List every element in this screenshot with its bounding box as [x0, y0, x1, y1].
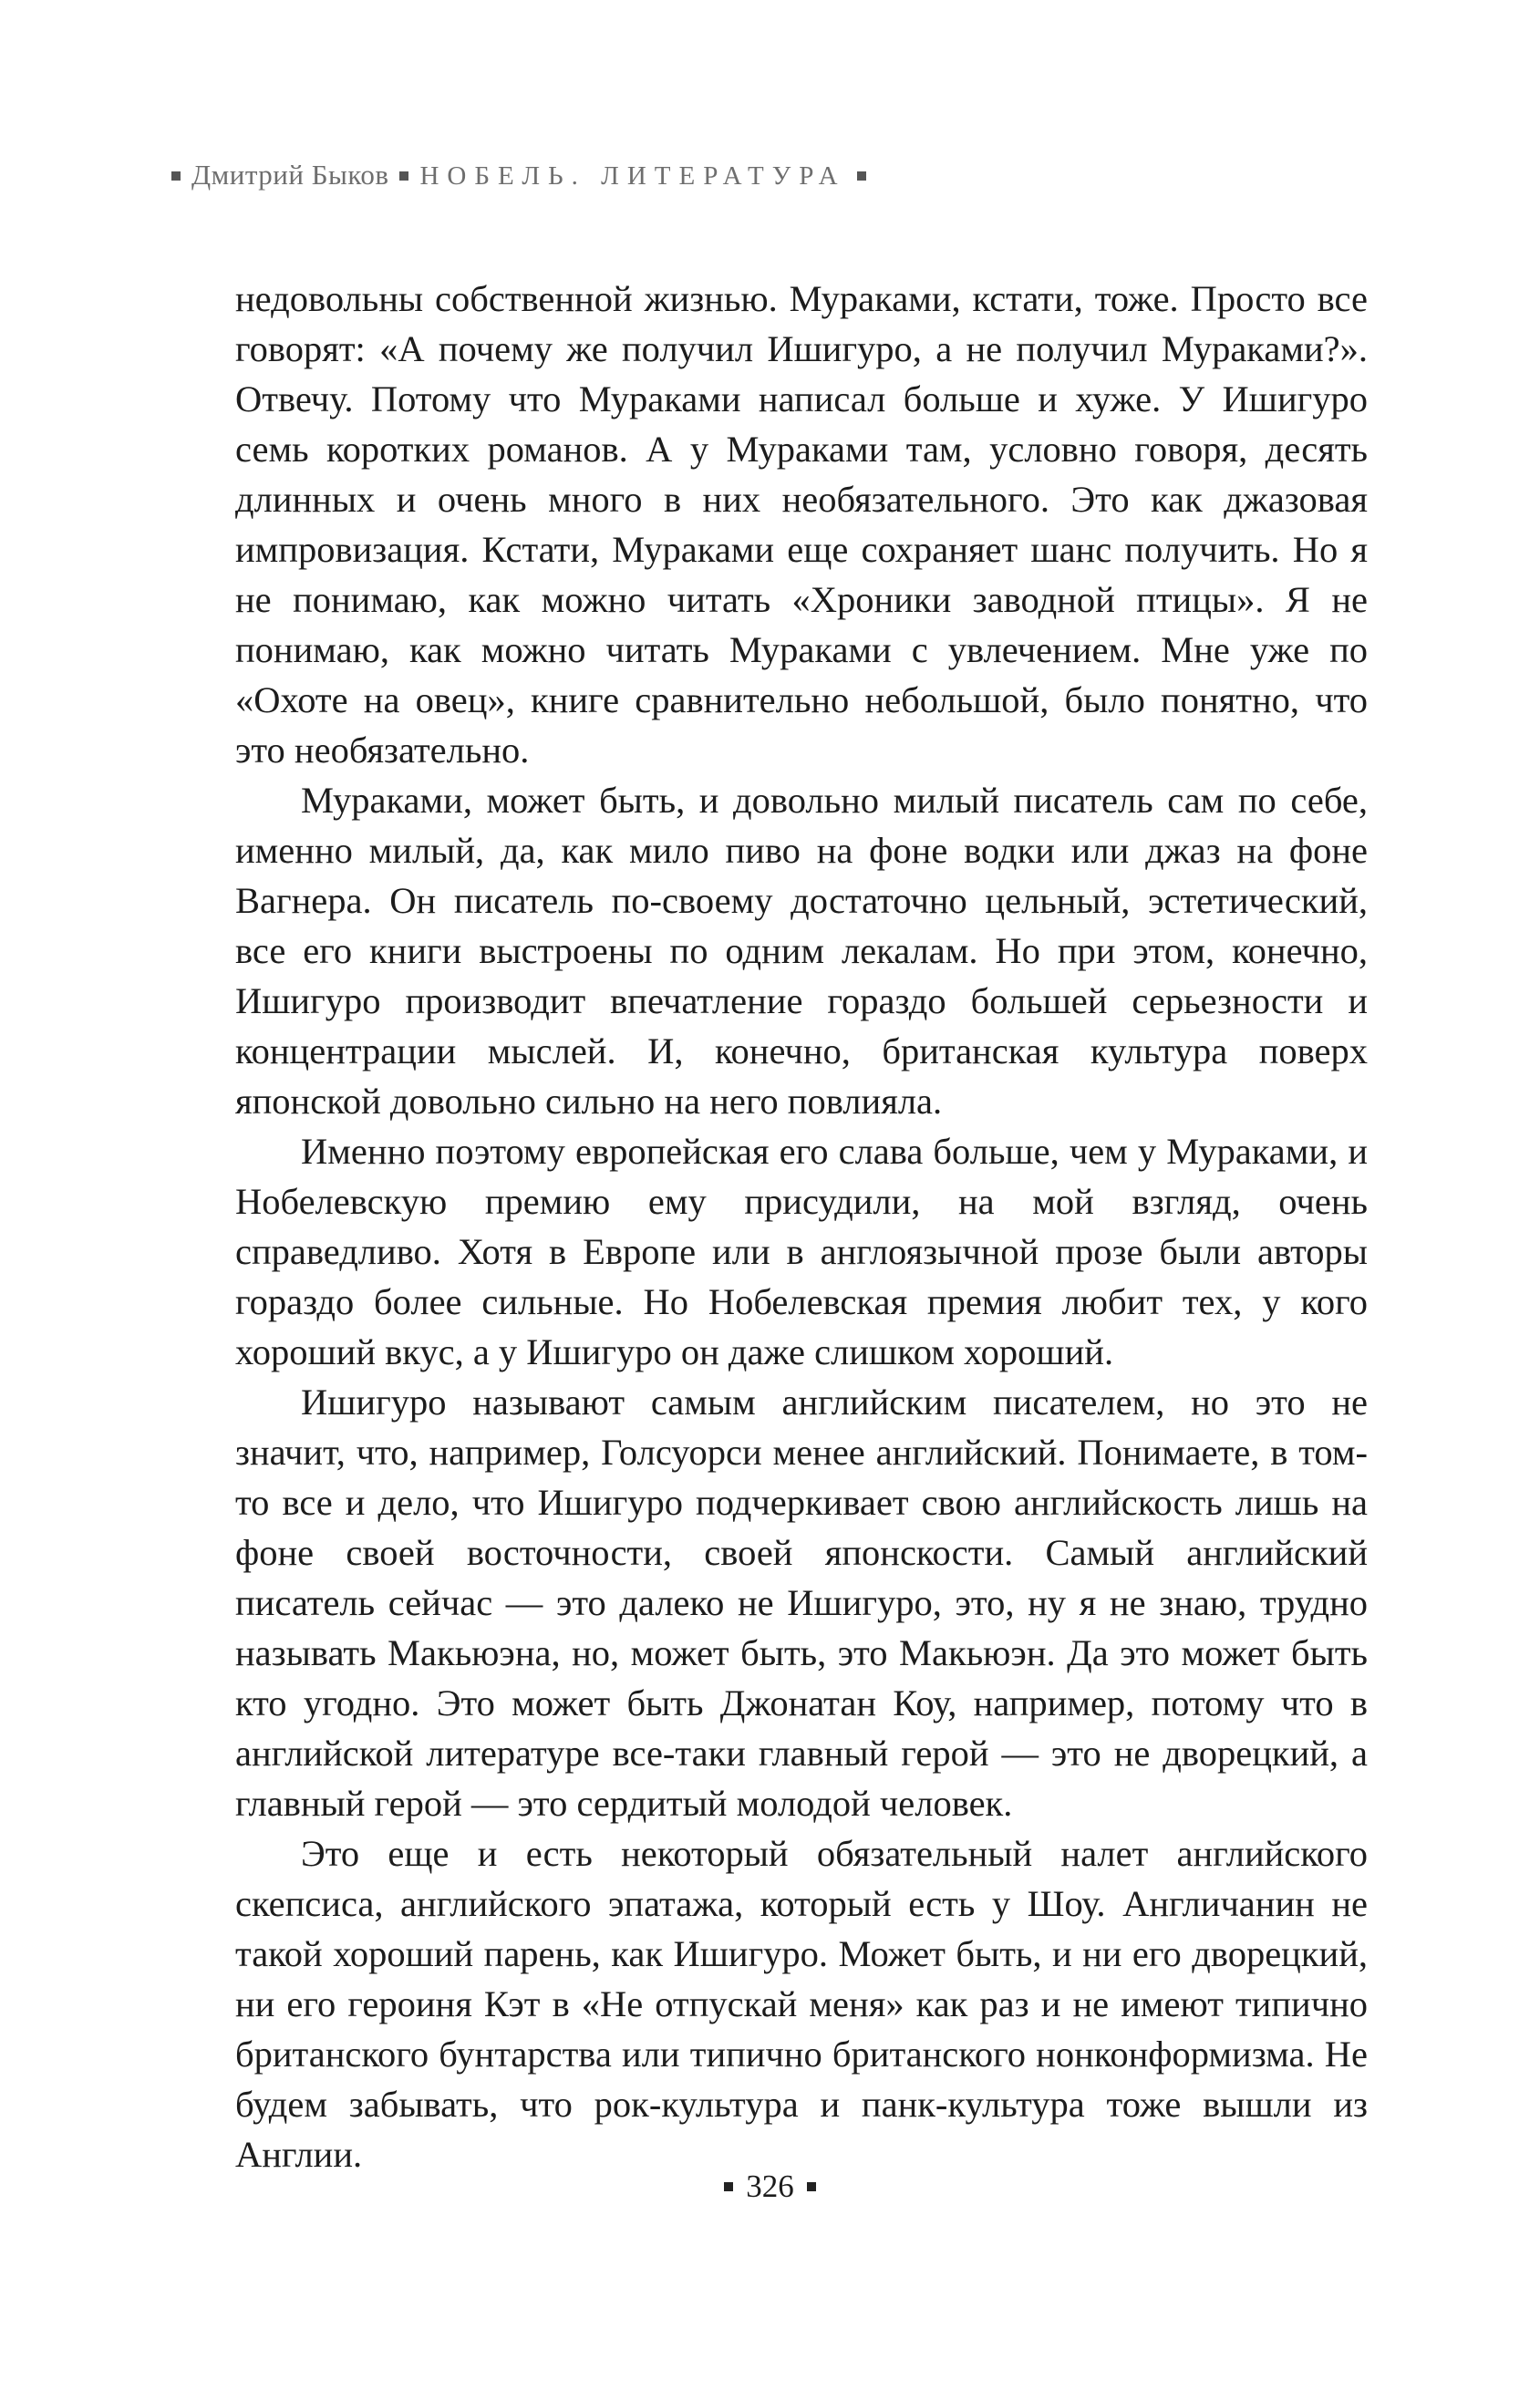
bullet-square-icon	[857, 171, 866, 181]
bullet-square-icon	[807, 2182, 816, 2191]
bullet-square-icon	[171, 171, 181, 181]
bullet-square-icon	[724, 2182, 733, 2191]
paragraph: Мураками, может быть, и довольно милый писатель сам по себе, именно милый, да, как мило пиво на фоне водки или джаз на фоне Вагнера. Он писатель по-своему достаточно цельный, эстетический, все его книги выстроены по одним лекалам. Но при этом, конечно, Ишигуро производит впечатление гораздо большей серьезности и концентрации мыслей. И, конечно, британская культура поверх японской довольно сильно на него повлияла.	[235, 780, 1368, 1122]
paragraph: Именно поэтому европейская его слава больше, чем у Мураками, и Нобелевскую премию ему присудили, на мой взгляд, очень справедливо. Хотя в Европе или в англоязычной прозе были авторы гораздо более сильные. Но Нобелевская премия любит тех, у кого хороший вкус, а у Ишигуро он даже слишком хороший.	[235, 1131, 1368, 1372]
bullet-square-icon	[399, 171, 408, 181]
page-number: 326	[746, 2168, 794, 2204]
header-series-title: НОБЕЛЬ. ЛИТЕРАТУРА	[419, 161, 846, 191]
paragraph: Это еще и есть некоторый обязательный налет английского скепсиса, английского эпатажа, который есть у Шоу. Англичанин не такой хороший парень, как Ишигуро. Может быть, и ни его дворецкий, ни его героиня Кэт в «Не отпускай меня» как раз и не имеют типично британского бунтарства или типично британского нонконформизма. Не будем забывать, что рок-культура и панк-культура тоже вышли из Англии.	[235, 1833, 1368, 2175]
page-number-footer	[0, 2168, 1540, 2205]
paragraph: недовольны собственной жизнью. Мураками, кстати, тоже. Просто все говорят: «А почему же получил Ишигуро, а не получил Мураками?». Отвечу. Потому что Мураками написал больше и хуже. У Ишигуро семь коротких романов. А у Мураками там, условно говоря, десять длинных и очень много в них необязательного. Это как джазовая импровизация. Кстати, Мураками еще сохраняет шанс получить. Но я не понимаю, как можно читать «Хроники заводной птицы». Я не понимаю, как можно читать Мураками с увлечением. Мне уже по «Охоте на овец», книге сравнительно небольшой, было понятно, что это необязательно.	[235, 278, 1368, 771]
header-author: Дмитрий Быков	[191, 159, 389, 191]
running-header	[171, 159, 877, 191]
paragraph: Ишигуро называют самым английским писателем, но это не значит, что, например, Голсуорси менее английский. Понимаете, в том-то все и дело, что Ишигуро подчеркивает свою английскость лишь на фоне своей восточности, своей японскости. Самый английский писатель сейчас — это далеко не Ишигуро, это, ну я не знаю, трудно называть Макьюэна, но, может быть, это Макьюэн. Да это может быть кто угодно. Это может быть Джонатан Коу, например, потому что в английской литературе все-таки главный герой — это не дворецкий, а главный герой — это сердитый молодой человек.	[235, 1382, 1368, 1824]
body-text	[235, 274, 1368, 2179]
